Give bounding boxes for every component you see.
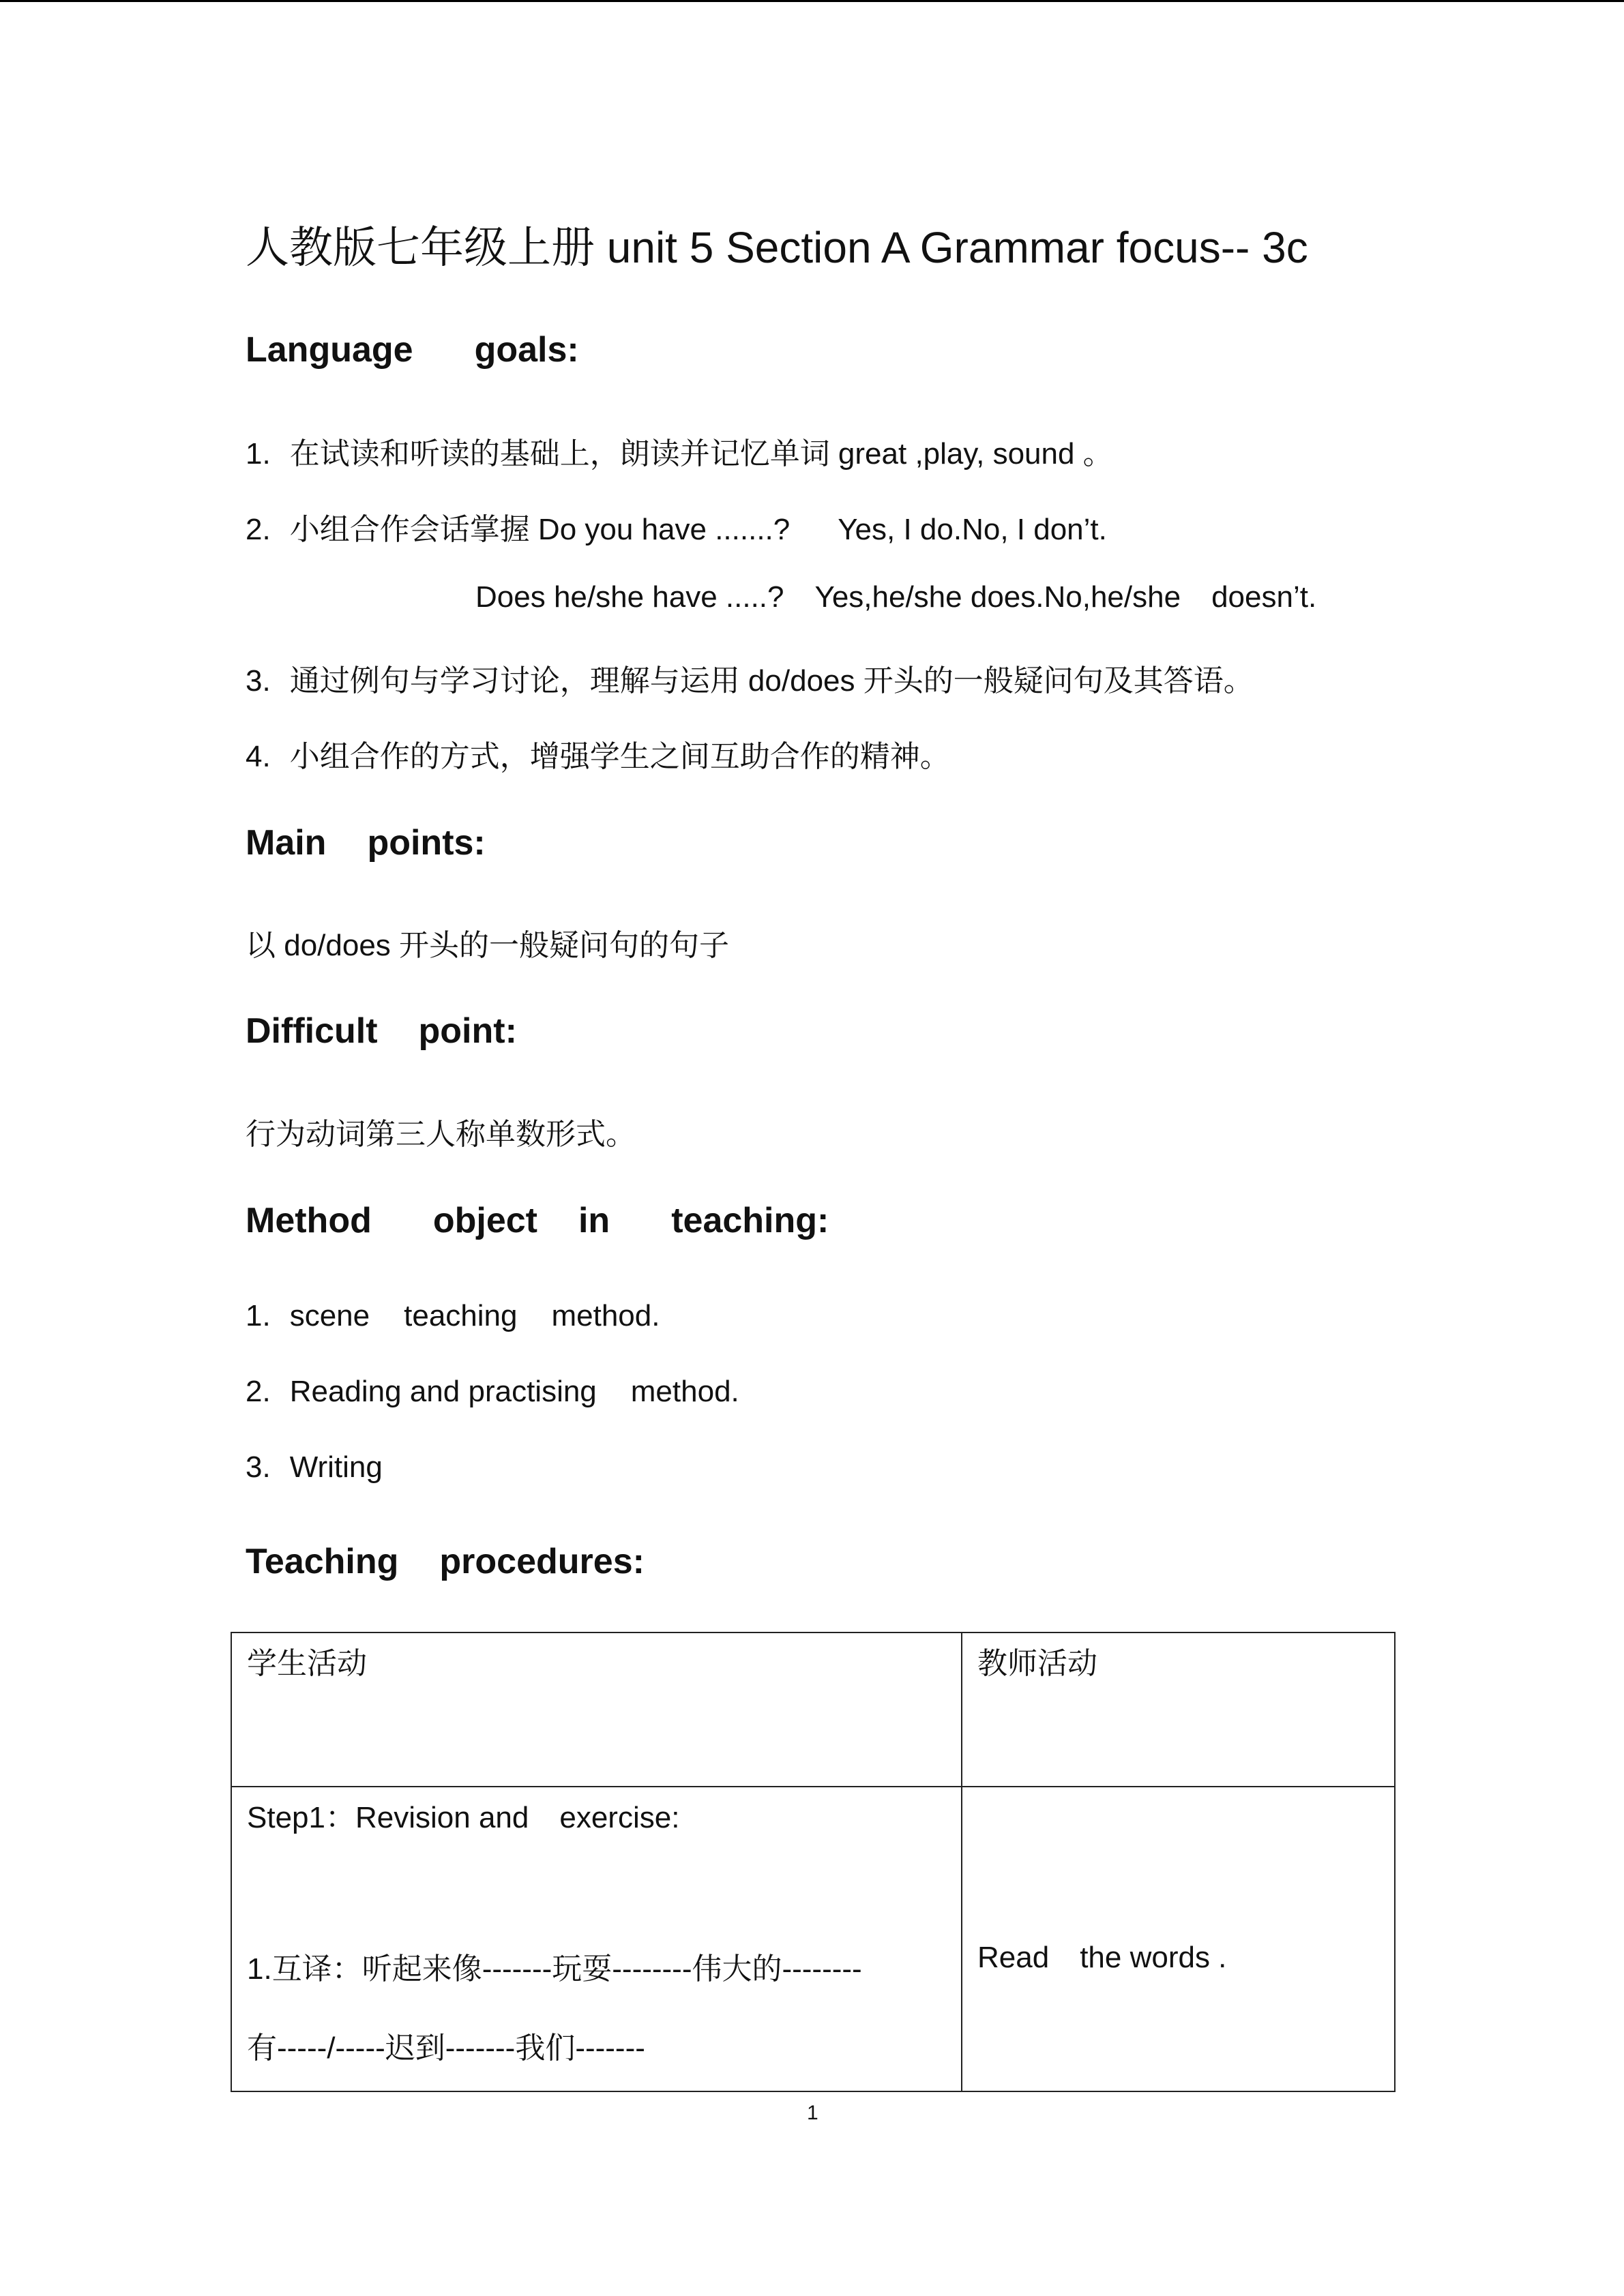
goal-item-3 <box>246 656 1254 700</box>
goal-text: 在试读和听读的基础上，朗读并记忆单词 great ,play, sound 。 <box>289 437 1113 471</box>
teacher-activity-cell <box>962 1787 1395 2091</box>
heading-word: Language <box>246 330 413 370</box>
method-word: teaching <box>404 1299 518 1332</box>
heading-word: Main <box>246 823 327 863</box>
heading-word: Teaching <box>246 1542 399 1581</box>
method-word: method. <box>630 1375 739 1408</box>
goal-question: Does he/she have .....? <box>475 580 784 614</box>
procedures-heading <box>246 1541 645 1582</box>
list-number: 3. <box>246 664 271 698</box>
teacher-instruction: Read the words . <box>977 1941 1227 1974</box>
procedures-table <box>231 1632 1396 2092</box>
list-number: 1. <box>246 437 271 471</box>
goal-text: 小组合作会话掌握 Do you have .......? <box>289 513 791 546</box>
list-number: 3. <box>246 1450 271 1484</box>
list-number: 4. <box>246 740 271 773</box>
step-title: Step1：Revision and exercise: <box>247 1801 680 1834</box>
header-cell-student: 学生活动 <box>231 1632 962 1787</box>
goal-item-2 <box>246 505 1107 548</box>
heading-word: points: <box>367 823 486 863</box>
heading-word: object <box>432 1201 537 1240</box>
method-word: Reading and practising <box>289 1375 597 1408</box>
table-row <box>231 1787 1395 2091</box>
exercise-line: 有-----/-----迟到-------我们------- <box>247 2031 645 2065</box>
goal-item-4 <box>246 732 950 775</box>
goal-answer-tail: doesn’t. <box>1211 580 1317 614</box>
language-goals-heading <box>246 329 579 370</box>
method-word: Writing <box>289 1450 383 1484</box>
method-heading <box>246 1200 829 1241</box>
heading-word: procedures: <box>439 1542 645 1581</box>
method-item-1 <box>246 1299 660 1333</box>
table-header-row <box>231 1632 1395 1787</box>
list-number: 1. <box>246 1299 271 1332</box>
goal-answer: Yes, I do.No, I don’t. <box>838 513 1107 546</box>
heading-word: in <box>578 1201 610 1240</box>
heading-word: point: <box>418 1011 517 1051</box>
method-word: scene <box>289 1299 370 1332</box>
page-title: 人教版七年级上册 unit 5 Section A Grammar focus-- 3c <box>246 223 1308 272</box>
main-points-heading <box>246 822 486 863</box>
goal-answer: Yes,he/she does.No,he/she <box>814 580 1181 614</box>
method-word: method. <box>551 1299 660 1332</box>
heading-word: goals: <box>474 330 579 370</box>
goal-item-2-continuation <box>475 580 1316 614</box>
heading-word: teaching: <box>671 1201 829 1240</box>
heading-word: Difficult <box>246 1011 378 1051</box>
exercise-line: 1.互译：听起来像-------玩耍--------伟大的-------- <box>247 1952 862 1986</box>
list-number: 2. <box>246 513 271 546</box>
goal-text: 通过例句与学习讨论，理解与运用 do/does 开头的一般疑问句及其答语。 <box>289 664 1254 698</box>
goal-text: 小组合作的方式，增强学生之间互助合作的精神。 <box>289 740 950 773</box>
list-number: 2. <box>246 1375 271 1408</box>
header-cell-teacher: 教师活动 <box>962 1632 1395 1787</box>
method-item-2 <box>246 1375 739 1409</box>
difficult-point-text: 行为动词第三人称单数形式。 <box>246 1118 636 1151</box>
goal-item-1 <box>246 429 1113 473</box>
method-item-3 <box>246 1450 383 1485</box>
main-points-text: 以 do/does 开头的一般疑问句的句子 <box>246 929 730 962</box>
difficult-point-heading <box>246 1011 517 1052</box>
heading-word: Method <box>246 1201 372 1240</box>
student-activity-cell <box>231 1787 962 2091</box>
page-number: 1 <box>807 2102 818 2124</box>
